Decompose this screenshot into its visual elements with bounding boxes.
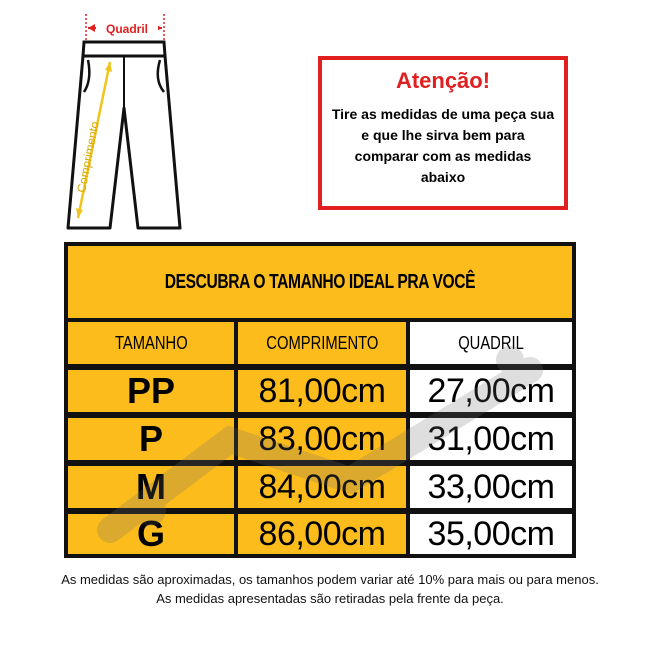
size-label: P (138, 418, 163, 459)
quadril-value: 33,00cm (410, 466, 572, 508)
header-quadril: QUADRIL (410, 322, 572, 364)
quadril-value: 35,00cm (410, 514, 572, 554)
disclaimer-line: As medidas apresentadas são retiradas pela frente da peça. (156, 591, 504, 606)
disclaimer (0, 570, 660, 608)
header-comprimento: COMPRIMENTO (238, 322, 406, 364)
notice-line: e que lhe sirva bem para (361, 127, 525, 143)
quadril-value: 27,00cm (410, 370, 572, 412)
quadril-label: Quadril (96, 22, 158, 36)
comprimento-value: 81,00cm (238, 370, 406, 412)
table-row (68, 514, 234, 554)
header-tamanho: TAMANHO (68, 322, 234, 364)
pants-diagram (62, 8, 202, 238)
comprimento-value: 86,00cm (238, 514, 406, 554)
quadril-value: 31,00cm (410, 418, 572, 460)
table-row (68, 370, 234, 412)
size-label: G (136, 513, 165, 554)
table-row (68, 418, 234, 460)
disclaimer-line: As medidas são aproximadas, os tamanhos podem variar até 10% para mais ou para menos. (61, 572, 599, 587)
comprimento-value: 83,00cm (238, 418, 406, 460)
attention-notice (318, 56, 568, 210)
table-title-cell (68, 246, 572, 318)
table-title: DESCUBRA O TAMANHO IDEAL PRA VOCÊ (164, 270, 476, 293)
size-label: PP (126, 370, 176, 411)
table-row (68, 466, 234, 508)
notice-line: Tire as medidas de uma peça sua (331, 106, 555, 122)
comprimento-label: Comprimento (74, 120, 102, 194)
size-label: M (136, 466, 166, 507)
notice-title: Atenção! (395, 68, 491, 93)
notice-body (322, 104, 564, 188)
notice-line: comparar com as medidas (354, 148, 532, 164)
size-table (64, 242, 576, 558)
comprimento-value: 84,00cm (238, 466, 406, 508)
notice-line: abaixo (420, 169, 466, 185)
